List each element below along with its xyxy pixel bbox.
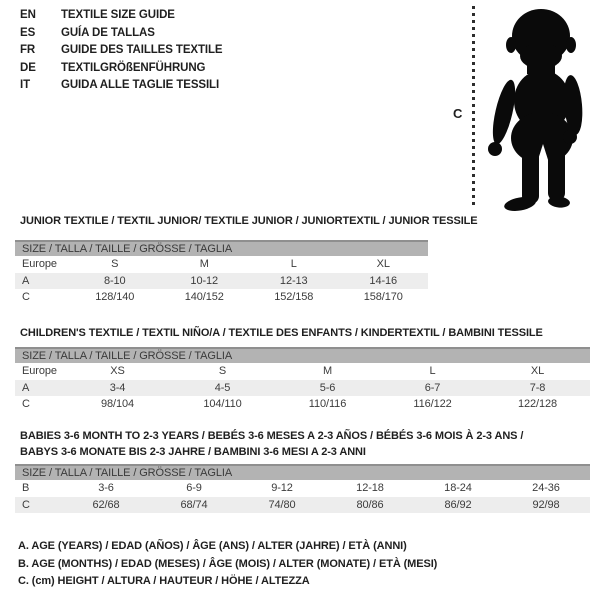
row-label: C xyxy=(22,398,30,411)
table-cell: 6-7 xyxy=(424,381,441,394)
language-label: TEXTILGRÖßENFÜHRUNG xyxy=(61,61,206,74)
footnote-a: A. AGE (YEARS) / EDAD (AÑOS) / ÂGE (ANS) / ALTER (JAHRE) / ETÀ (ANNI) xyxy=(18,540,407,552)
children-section-title: CHILDREN'S TEXTILE / TEXTIL NIÑO/A / TEXTILE DES ENFANTS / KINDERTEXTIL / BAMBINI TESSILE xyxy=(20,327,543,339)
language-label: GUIDA ALLE TAGLIE TESSILI xyxy=(61,79,220,92)
size-table-header-bar: SIZE / TALLA / TAILLE / GRÖSSE / TAGLIA xyxy=(15,347,590,363)
table-row xyxy=(15,380,590,397)
table-cell: XS xyxy=(110,365,125,378)
babies-size-table xyxy=(15,464,590,513)
language-label: GUÍA DE TALLAS xyxy=(61,26,155,39)
language-row xyxy=(20,42,223,60)
table-cell: 62/68 xyxy=(92,498,120,511)
row-label: C xyxy=(22,291,30,304)
table-cell: XL xyxy=(376,258,390,271)
table-cell: S xyxy=(111,258,119,271)
language-code: FR xyxy=(20,44,36,57)
language-code: EN xyxy=(20,9,36,21)
table-cell: 98/104 xyxy=(100,398,135,411)
language-code: ES xyxy=(20,26,36,39)
language-legend xyxy=(20,7,223,95)
row-label: Europe xyxy=(22,258,57,271)
table-cell: 6-9 xyxy=(186,482,202,495)
language-row xyxy=(20,25,223,43)
table-cell: 5-6 xyxy=(319,381,336,394)
language-row xyxy=(20,60,223,78)
table-cell: 3-4 xyxy=(109,381,126,394)
table-cell: 92/98 xyxy=(532,498,560,511)
row-label: A xyxy=(22,381,30,394)
table-cell: 86/92 xyxy=(444,498,472,511)
table-cell: M xyxy=(322,365,333,378)
table-cell: 104/110 xyxy=(203,398,242,411)
table-cell: 18-24 xyxy=(444,482,472,495)
table-cell: 24-36 xyxy=(532,482,560,495)
table-cell: 158/170 xyxy=(363,291,403,304)
table-cell: 8-10 xyxy=(103,274,126,287)
language-label: TEXTILE SIZE GUIDE xyxy=(61,9,175,21)
table-row xyxy=(15,256,428,273)
table-cell: 128/140 xyxy=(95,291,135,304)
language-code: DE xyxy=(20,61,36,74)
table-cell: 14-16 xyxy=(369,274,398,287)
table-cell: S xyxy=(218,365,227,378)
language-row xyxy=(20,77,223,95)
footnote-c: C. (cm) HEIGHT / ALTURA / HAUTEUR / HÖHE / ALTEZZA xyxy=(18,575,310,587)
row-label: B xyxy=(22,482,30,495)
table-cell: 140/152 xyxy=(184,291,224,304)
table-cell: 80/86 xyxy=(356,498,384,511)
junior-size-table xyxy=(15,240,428,306)
table-row xyxy=(15,480,590,497)
row-label: C xyxy=(22,498,30,511)
table-cell: 9-12 xyxy=(271,482,293,495)
row-label: Europe xyxy=(22,365,57,378)
table-cell: 110/116 xyxy=(308,398,347,411)
table-cell: L xyxy=(429,365,436,378)
table-cell: M xyxy=(199,258,209,271)
table-cell: 12-18 xyxy=(356,482,384,495)
table-row xyxy=(15,497,590,514)
table-cell: 122/128 xyxy=(517,398,558,411)
table-cell: 12-13 xyxy=(279,274,308,287)
table-row xyxy=(15,289,428,306)
table-cell: 74/80 xyxy=(268,498,296,511)
table-row xyxy=(15,273,428,290)
footnote-b: B. AGE (MONTHS) / EDAD (MESES) / ÂGE (MOIS) / ALTER (MONATE) / ETÀ (MESI) xyxy=(18,557,438,570)
row-label: A xyxy=(22,274,30,287)
babies-title-line2: BABYS 3-6 MONATE BIS 2-3 JAHRE / BAMBINI 3-6 MESI A 2-3 ANNI xyxy=(20,446,366,458)
table-cell: 116/122 xyxy=(413,398,452,411)
babies-section-title xyxy=(20,428,523,460)
language-code: IT xyxy=(20,79,31,92)
junior-section-title: JUNIOR TEXTILE / TEXTIL JUNIOR/ TEXTILE JUNIOR / JUNIORTEXTIL / JUNIOR TESSILE xyxy=(20,215,478,227)
babies-title-line1: BABIES 3-6 MONTH TO 2-3 YEARS / BEBÉS 3-6 MESES A 2-3 AÑOS / BÉBÉS 3-6 MOIS À 2-3 ANS / xyxy=(20,430,524,442)
table-cell: XL xyxy=(530,365,545,378)
table-cell: 3-6 xyxy=(98,482,114,495)
table-cell: 4-5 xyxy=(214,381,231,394)
table-cell: 68/74 xyxy=(180,498,208,511)
size-table-header-bar: SIZE / TALLA / TAILLE / GRÖSSE / TAGLIA xyxy=(15,464,590,480)
table-cell: L xyxy=(290,258,297,271)
height-measure-dashed-line xyxy=(472,6,475,207)
table-cell: 152/158 xyxy=(274,291,314,304)
children-size-table xyxy=(15,347,590,413)
footnotes xyxy=(18,538,437,591)
table-row xyxy=(15,396,590,413)
baby-silhouette xyxy=(486,8,596,212)
language-label: GUIDE DES TAILLES TEXTILE xyxy=(61,44,223,57)
table-cell: 7-8 xyxy=(529,381,546,394)
language-row xyxy=(20,7,223,25)
size-table-header-bar: SIZE / TALLA / TAILLE / GRÖSSE / TAGLIA xyxy=(15,240,428,256)
height-marker-label: C xyxy=(453,106,463,121)
table-row xyxy=(15,363,590,380)
table-cell: 10-12 xyxy=(190,274,219,287)
